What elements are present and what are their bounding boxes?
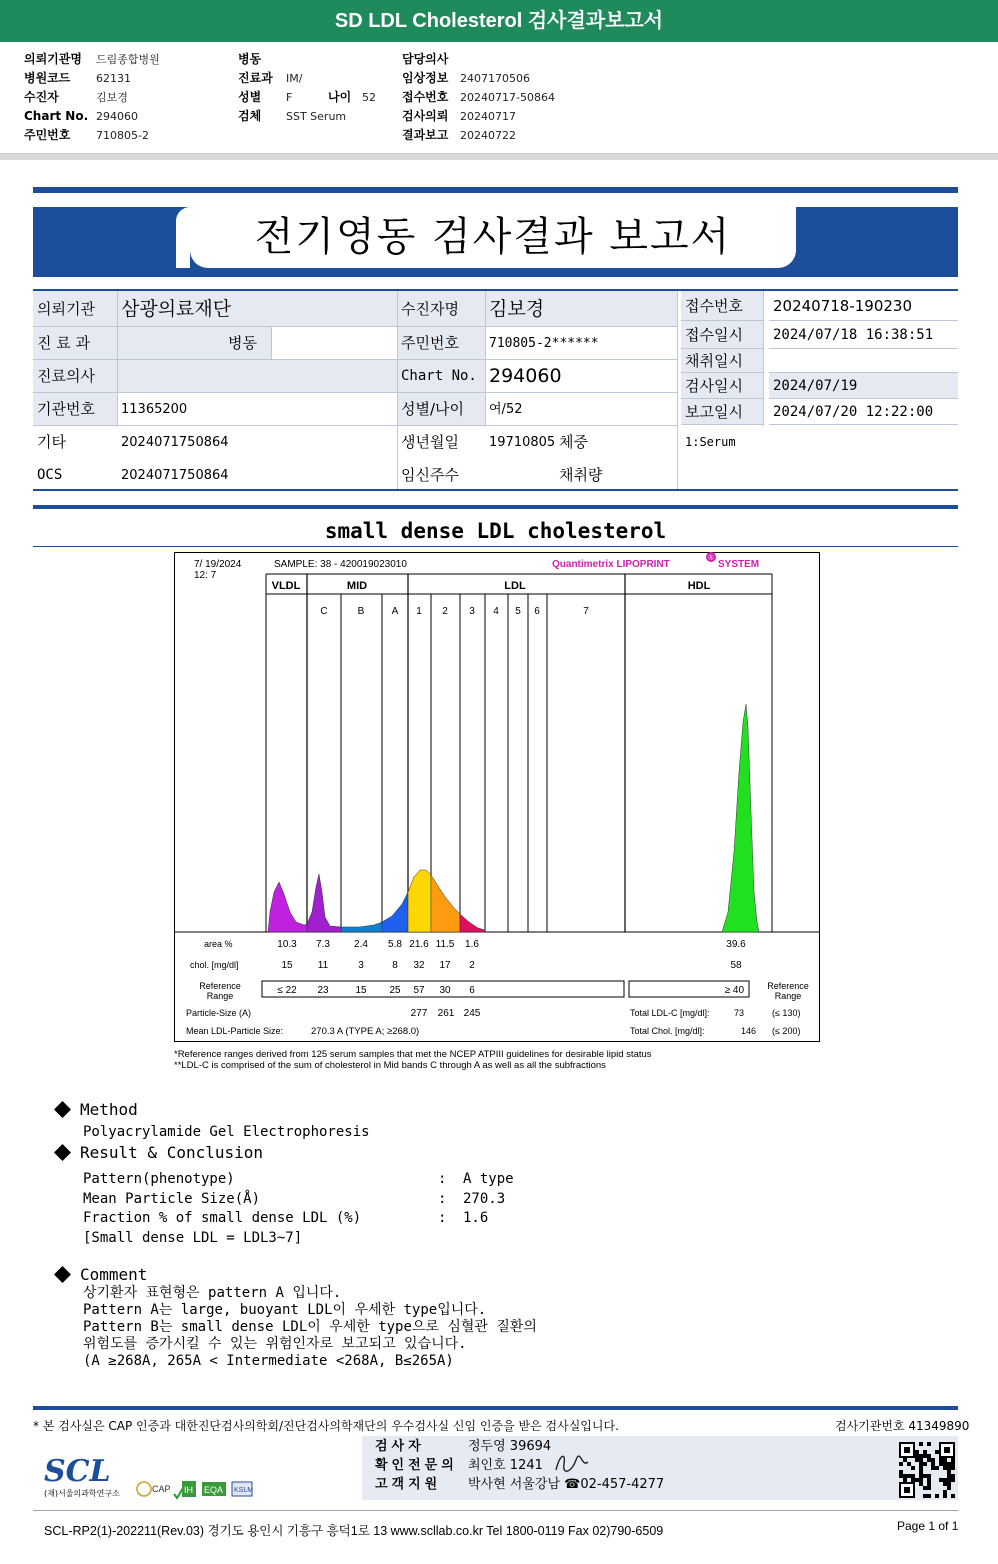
header-divider — [0, 154, 998, 160]
lipoprint-chart — [174, 552, 820, 1042]
qr-module — [951, 1462, 955, 1466]
qr-module — [931, 1466, 935, 1470]
logo-text: SCL — [44, 1454, 111, 1489]
footnote-line: **LDL-C is comprised of the sum of cholesterol in Mid bands C through A as well as all the subfractions — [174, 1060, 606, 1071]
bottom-rule — [33, 1510, 958, 1511]
chart-value: 294060 — [485, 360, 677, 393]
qr-module — [943, 1462, 947, 1466]
ocs-label: OCS — [37, 467, 63, 483]
header-value: 20240722 — [460, 129, 516, 142]
qr-module — [919, 1466, 923, 1470]
group-label: HDL — [687, 580, 711, 592]
logo-subtitle: (재)서울의과학연구소 — [44, 1489, 120, 1498]
row-label-ref: Reference — [199, 981, 241, 991]
accreditation-note: * 본 검사실은 CAP 인증과 대한진단검사의학회/진단검사의학재단의 우수검사실 신임 인증을 받은 검사실입니다. — [33, 1419, 619, 1433]
header-value: 드림종합병원 — [96, 53, 160, 66]
header-label: 의뢰기관명 — [24, 52, 82, 66]
row-label-particle: Particle-Size (A) — [186, 1008, 252, 1018]
diamond-bullet-icon — [54, 1266, 71, 1283]
band-label: A — [391, 606, 399, 617]
report-date-value: 2024/07/20 12:22:00 — [769, 399, 958, 425]
doctor-value — [117, 360, 397, 393]
total-ldl-label: Total LDL-C [mg/dl]: — [630, 1008, 710, 1018]
sign-label: 고객지원 — [375, 1477, 442, 1492]
report-title: 전기영동 검사결과 보고서 — [254, 214, 732, 260]
qr-module — [935, 1466, 939, 1470]
qr-module — [939, 1478, 943, 1482]
qr-module — [935, 1494, 939, 1498]
header-value: 294060 — [96, 110, 138, 123]
qr-module — [919, 1474, 923, 1478]
result-key: Mean Particle Size(Å) — [83, 1191, 261, 1207]
svg-text:CAP: CAP — [152, 1484, 171, 1494]
qr-module — [939, 1458, 943, 1462]
ref-value: 57 — [413, 985, 425, 996]
svg-text:IH: IH — [184, 1485, 193, 1495]
chol-value: 32 — [413, 960, 425, 971]
report-header-title: SD LDL Cholesterol 검사결과보고서 — [0, 0, 998, 42]
ref-value: 30 — [439, 985, 451, 996]
method-text: Polyacrylamide Gel Electrophoresis — [83, 1124, 370, 1140]
result-row — [83, 1208, 683, 1228]
hdl-ref-value: ≥ 40 — [724, 985, 744, 996]
patient-value: 김보경 — [485, 291, 677, 327]
col-divider — [117, 291, 118, 426]
header-label: 병동 — [238, 52, 262, 66]
particle-size-value: 261 — [437, 1008, 455, 1019]
receipt-no-value: 20240718-190230 — [769, 291, 958, 321]
area-value: 11.5 — [435, 939, 455, 950]
chart-brand-mark: ® — [708, 555, 714, 562]
area-value: 21.6 — [409, 939, 429, 950]
header-col-3 — [402, 50, 555, 145]
comment-line: 위험도를 증가시킬 수 있는 위험인자로 보고되고 있습니다. — [83, 1336, 467, 1352]
doctor-label: 진료의사 — [33, 360, 117, 393]
qr-module — [927, 1454, 931, 1458]
inst-label: 의뢰기관 — [33, 291, 117, 327]
receipt-date-value: 2024/07/18 16:38:51 — [769, 321, 958, 349]
chart-footnotes — [174, 1049, 652, 1071]
total-chol-label: Total Chol. [mg/dl]: — [630, 1026, 705, 1036]
code-value: 11365200 — [117, 393, 397, 426]
result-sep: : — [438, 1210, 447, 1226]
total-ldl-value: 73 — [733, 1008, 744, 1018]
sexage-label: 성별/나이 — [397, 393, 485, 426]
method-title: Method — [80, 1100, 138, 1119]
diamond-bullet-icon — [54, 1101, 71, 1118]
chart-date: 7/ 19/2024 — [194, 559, 242, 570]
header-label: 담당의사 — [402, 52, 449, 66]
qr-module — [903, 1474, 907, 1478]
code-label: 기관번호 — [33, 393, 117, 426]
total-chol-value: 146 — [740, 1026, 756, 1036]
chart-time: 12: 7 — [194, 570, 217, 581]
qr-module — [927, 1474, 931, 1478]
qr-module — [915, 1478, 919, 1482]
qr-module — [943, 1494, 947, 1498]
qr-module — [915, 1450, 919, 1454]
ref-value: 23 — [317, 985, 329, 996]
qr-module — [923, 1454, 927, 1458]
chol-value: 8 — [392, 960, 398, 971]
sign-row — [375, 1456, 543, 1475]
qr-module — [923, 1450, 927, 1454]
area-value: 5.8 — [388, 939, 402, 950]
receipt-no-label: 접수번호 — [681, 291, 763, 321]
qr-module — [911, 1478, 915, 1482]
dept-label: 진 료 과 — [33, 327, 117, 360]
row-label-area: area % — [204, 939, 233, 949]
qr-code-icon — [899, 1442, 955, 1498]
particle-size-value: 277 — [410, 1008, 428, 1019]
header-value: SST Serum — [286, 110, 347, 123]
result-heading — [55, 1143, 263, 1163]
svg-text:KSLM: KSLM — [234, 1487, 254, 1494]
sign-label: 검사자 — [375, 1439, 425, 1454]
inst-value: 삼광의료재단 — [117, 291, 397, 327]
qr-module — [947, 1470, 951, 1474]
ocs-value: 2024071750864 — [121, 468, 229, 483]
col-divider — [397, 291, 398, 490]
comment-heading — [55, 1265, 147, 1285]
qr-module — [939, 1462, 943, 1466]
birth-value: 19710805 — [489, 435, 556, 450]
band-label: B — [357, 606, 365, 617]
qr-module — [943, 1490, 947, 1494]
header-label: 성별 — [238, 90, 262, 104]
comment-line: 상기환자 표현형은 pattern A 입니다. — [83, 1285, 342, 1301]
qr-module — [907, 1474, 911, 1478]
total-chol-ref: (≤ 200) — [772, 1026, 801, 1036]
col-divider — [271, 327, 272, 360]
qr-module — [919, 1478, 923, 1482]
qr-module — [935, 1450, 939, 1454]
comment-line: Pattern A는 large, buoyant LDL이 우세한 type입니다. — [83, 1302, 487, 1318]
table-bottom-rule — [33, 489, 958, 491]
qr-module — [903, 1478, 907, 1482]
band-label: 6 — [534, 606, 540, 617]
col-divider — [485, 291, 486, 426]
svg-text:EQA: EQA — [204, 1485, 224, 1495]
area-value: 39.6 — [726, 939, 746, 950]
qr-module — [915, 1458, 919, 1462]
ref-value: 15 — [355, 985, 367, 996]
chart-sample: SAMPLE: 38 - 420019023010 — [274, 559, 407, 570]
qr-module — [923, 1486, 927, 1490]
result-value: 1.6 — [463, 1210, 489, 1226]
header-value: 710805-2 — [96, 129, 149, 142]
test-date-value: 2024/07/19 — [769, 373, 958, 399]
header-col-2 — [238, 50, 376, 126]
band-label: 4 — [493, 606, 499, 617]
ref-value: 6 — [469, 985, 475, 996]
footer-rule — [33, 1406, 958, 1410]
particle-size-value: 245 — [463, 1008, 481, 1019]
qr-module — [943, 1466, 947, 1470]
row-label-chol: chol. [mg/dl] — [190, 960, 239, 970]
qr-module — [927, 1458, 931, 1462]
weight-label: 체중 — [559, 433, 588, 451]
band-label: 5 — [515, 606, 521, 617]
result-value: 270.3 — [463, 1191, 506, 1207]
footer-address: SCL-RP2(1)-202211(Rev.03) 경기도 용인시 기흥구 흥덕1로 13 www.scllab.co.kr Tel 1800-0119 Fax 02)790-6509 — [44, 1524, 664, 1538]
header-label: 검체 — [238, 109, 262, 123]
header-value: 2407170506 — [460, 72, 530, 85]
sign-row — [375, 1475, 664, 1494]
top-rule — [33, 187, 958, 193]
qr-module — [911, 1466, 915, 1470]
qr-module — [951, 1458, 955, 1462]
ref-value: ≤ 22 — [277, 985, 297, 996]
header-value: 62131 — [96, 72, 131, 85]
group-label: LDL — [504, 580, 526, 592]
header-value: F — [286, 91, 293, 104]
header-label: Chart No. — [24, 109, 89, 123]
result-note: [Small dense LDL = LDL3~7] — [83, 1230, 303, 1246]
qr-module — [919, 1442, 923, 1446]
col-divider — [763, 291, 764, 426]
qr-module — [899, 1474, 903, 1478]
qr-module — [951, 1478, 955, 1482]
collect-label: 채취일시 — [681, 349, 763, 373]
chart-brand: Quantimetrix LIPOPRINT — [552, 559, 670, 570]
institution-number: 검사기관번호 41349890 — [835, 1419, 970, 1433]
result-row — [83, 1189, 683, 1209]
result-key: Pattern(phenotype) — [83, 1171, 235, 1187]
qr-module — [927, 1478, 931, 1482]
qr-module — [927, 1486, 931, 1490]
qr-module — [931, 1462, 935, 1466]
qr-module — [919, 1470, 923, 1474]
qr-module — [947, 1478, 951, 1482]
qr-module — [919, 1454, 923, 1458]
rrn-label: 주민번호 — [397, 327, 485, 360]
section-underline — [33, 546, 958, 547]
row-label-mean: Mean LDL-Particle Size: — [186, 1026, 284, 1036]
patient-label: 수진자명 — [397, 291, 485, 327]
test-date-label: 검사일시 — [681, 373, 763, 399]
accreditation-logos-icon — [136, 1478, 256, 1500]
specimen-value: 1:Serum — [685, 435, 736, 449]
qr-module — [943, 1482, 947, 1486]
ref-right-label: Range — [774, 991, 802, 1001]
header-label: 수진자 — [24, 90, 59, 104]
birth-label: 생년월일 — [401, 433, 459, 451]
qr-module — [947, 1466, 951, 1470]
lipoprint-svg — [174, 552, 820, 1042]
chol-value: 58 — [730, 960, 742, 971]
footnote-line: *Reference ranges derived from 125 serum samples that met the NCEP ATPIII guidelines for desirable lipid status — [174, 1049, 652, 1060]
band-label: 7 — [583, 606, 589, 617]
chol-value: 2 — [469, 960, 475, 971]
qr-module — [899, 1470, 903, 1474]
qr-module — [951, 1494, 955, 1498]
comment-line: (A ≥268A, 265A < Intermediate <268A, B≤265A) — [83, 1353, 454, 1369]
chart-label: Chart No. — [397, 360, 485, 393]
sign-value: 박사현 서울강남 ☎02-457-4277 — [468, 1477, 665, 1492]
qr-module — [903, 1458, 907, 1462]
qr-module — [943, 1478, 947, 1482]
qr-module — [899, 1462, 903, 1466]
header-label: 주민번호 — [24, 128, 71, 142]
page-number: Page 1 of 1 — [897, 1519, 959, 1533]
sign-row — [375, 1437, 551, 1456]
comment-line: Pattern B는 small dense LDL이 우세한 type으로 심혈관 질환의 — [83, 1319, 537, 1335]
qr-module — [947, 1486, 951, 1490]
ref-right-label: Reference — [767, 981, 809, 991]
area-value: 2.4 — [354, 939, 368, 950]
doctor-signature-icon — [552, 1450, 592, 1476]
qr-module — [915, 1454, 919, 1458]
diamond-bullet-icon — [54, 1144, 71, 1161]
area-value: 1.6 — [465, 939, 479, 950]
header-value: 김보경 — [96, 91, 128, 104]
dept-blank — [271, 327, 397, 360]
total-ldl-ref: (≤ 130) — [772, 1008, 801, 1018]
qr-module — [927, 1482, 931, 1486]
section-title: small dense LDL cholesterol — [324, 519, 667, 543]
header-label: 임상정보 — [402, 71, 449, 85]
area-value: 10.3 — [277, 939, 297, 950]
report-date-label: 보고일시 — [681, 399, 763, 425]
result-row — [83, 1169, 683, 1189]
qr-module — [951, 1466, 955, 1470]
result-sep: : — [438, 1171, 447, 1187]
header-info — [0, 42, 998, 154]
etc-label: 기타 — [37, 433, 66, 451]
header-label: 병원코드 — [24, 71, 71, 85]
qr-module — [944, 1447, 950, 1453]
sign-label: 확인전문의 — [375, 1458, 458, 1473]
qr-module — [923, 1474, 927, 1478]
result-sep: : — [438, 1191, 447, 1207]
band-label: C — [320, 606, 328, 617]
area-value: 7.3 — [316, 939, 330, 950]
sexage-value: 여/52 — [485, 393, 677, 426]
chol-value: 15 — [281, 960, 293, 971]
mean-size-value: 270.3 A (TYPE A; ≥268.0) — [311, 1026, 420, 1037]
header-col-1 — [24, 50, 160, 145]
chol-value: 3 — [358, 960, 364, 971]
qr-module — [904, 1487, 910, 1493]
qr-module — [931, 1458, 935, 1462]
group-label: MID — [346, 580, 368, 592]
qr-module — [927, 1494, 931, 1498]
col-divider — [677, 291, 678, 490]
ref-value: 25 — [389, 985, 401, 996]
accreditation-logos — [136, 1478, 256, 1500]
preg-label: 임신주수 — [401, 466, 459, 484]
result-key: Fraction % of small dense LDL (%) — [83, 1210, 362, 1226]
qr-module — [947, 1482, 951, 1486]
sign-value: 정두영 39694 — [468, 1439, 552, 1454]
qr-module — [907, 1462, 911, 1466]
result-value: A type — [463, 1171, 514, 1187]
chart-frame — [175, 553, 820, 1042]
amount-label: 채취량 — [559, 466, 603, 484]
qr-module — [947, 1462, 951, 1466]
section-rule — [33, 505, 958, 509]
age-label: 나이 — [328, 90, 352, 104]
band-label: 2 — [442, 606, 448, 617]
header-label: 결과보고 — [402, 128, 449, 142]
qr-module — [911, 1474, 915, 1478]
chol-value: 17 — [439, 960, 451, 971]
qr-module — [919, 1458, 923, 1462]
comment-title: Comment — [80, 1265, 148, 1284]
header-label: 진료과 — [238, 71, 273, 85]
scl-logo — [44, 1456, 134, 1504]
qr-module — [947, 1474, 951, 1478]
group-label: VLDL — [271, 580, 301, 592]
chart-brand-suffix: SYSTEM — [718, 559, 760, 570]
receipt-date-label: 접수일시 — [681, 321, 763, 349]
method-heading — [55, 1100, 138, 1120]
qr-module — [919, 1462, 923, 1466]
header-value: 20240717-50864 — [460, 91, 555, 104]
qr-module — [923, 1462, 927, 1466]
chol-value: 11 — [317, 960, 329, 971]
row-label-ref: Range — [206, 991, 234, 1001]
qr-module — [904, 1447, 910, 1453]
header-label: 접수번호 — [402, 90, 449, 104]
band-label: 1 — [416, 606, 422, 617]
qr-module — [951, 1474, 955, 1478]
qr-module — [923, 1494, 927, 1498]
band-label: 3 — [469, 606, 475, 617]
result-title: Result & Conclusion — [80, 1143, 264, 1162]
etc-value: 2024071750864 — [121, 435, 229, 450]
sign-value: 최인호 1241 — [468, 1458, 543, 1473]
qr-module — [927, 1442, 931, 1446]
dept-value: 병동 — [117, 327, 271, 360]
age-value: 52 — [362, 91, 376, 104]
header-value: 20240717 — [460, 110, 516, 123]
qr-module — [943, 1458, 947, 1462]
header-label: 검사의뢰 — [402, 109, 449, 123]
collect-value — [769, 349, 958, 373]
qr-module — [919, 1482, 923, 1486]
rrn-value: 710805-2****** — [485, 327, 677, 360]
header-value: IM/ — [286, 72, 303, 85]
